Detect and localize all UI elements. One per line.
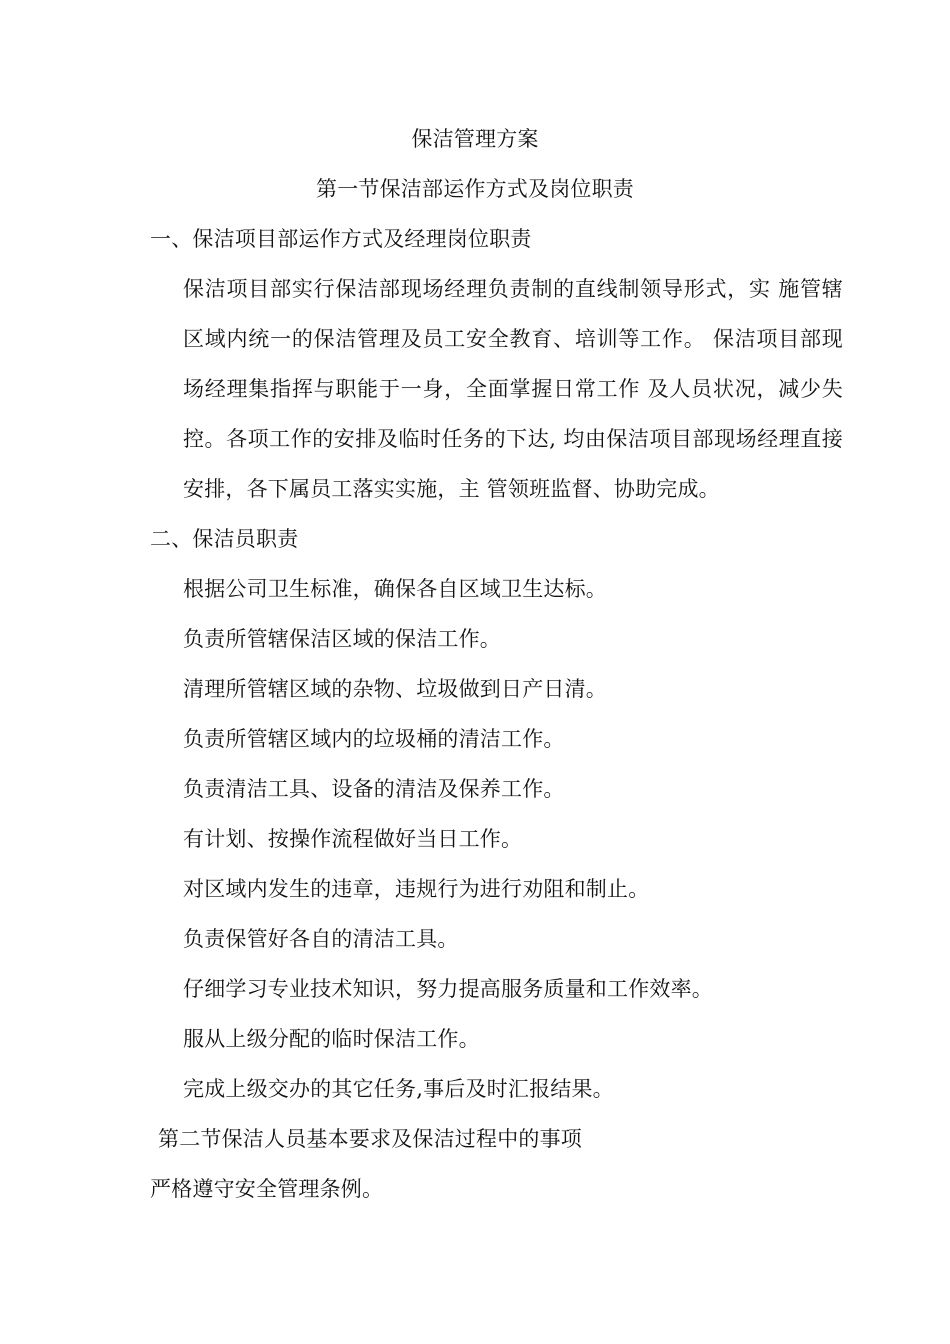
paragraph-1-line: 区域内统一的保洁管理及员工安全教育、培训等工作。 保洁项目部现 bbox=[183, 327, 843, 351]
paragraph-1-line: 安排，各下属员工落实实施，主 管领班监督、协助完成。 bbox=[183, 477, 720, 501]
duty-item: 仔细学习专业技术知识，努力提高服务质量和工作效率。 bbox=[183, 977, 713, 1001]
duty-item: 清理所管辖区域的杂物、垃圾做到日产日清。 bbox=[183, 677, 607, 701]
duty-item: 负责所管辖区域内的垃圾桶的清洁工作。 bbox=[183, 727, 565, 751]
duty-item: 负责保管好各自的清洁工具。 bbox=[183, 927, 459, 951]
duty-item: 有计划、按操作流程做好当日工作。 bbox=[183, 827, 523, 851]
body-text-line: 严格遵守安全管理条例。 bbox=[150, 1177, 384, 1201]
duty-item: 服从上级分配的临时保洁工作。 bbox=[183, 1027, 480, 1051]
paragraph-1-line: 保洁项目部实行保洁部现场经理负责制的直线制领导形式，实 施管辖 bbox=[183, 277, 843, 301]
duty-item: 完成上级交办的其它任务,事后及时汇报结果。 bbox=[183, 1077, 614, 1101]
duty-item: 负责清洁工具、设备的清洁及保养工作。 bbox=[183, 777, 565, 801]
section-2-title: 第二节保洁人员基本要求及保洁过程中的事项 bbox=[158, 1127, 582, 1151]
duty-item: 对区域内发生的违章，违规行为进行劝阻和制止。 bbox=[183, 877, 650, 901]
paragraph-1-line: 控。各项工作的安排及临时任务的下达, 均由保洁项目部现场经理直接 bbox=[183, 427, 843, 451]
duty-item: 负责所管辖保洁区域的保洁工作。 bbox=[183, 627, 501, 651]
duty-item: 根据公司卫生标准，确保各自区域卫生达标。 bbox=[183, 577, 607, 601]
document-title: 保洁管理方案 bbox=[411, 127, 539, 151]
heading-1: 一、保洁项目部运作方式及经理岗位职责 bbox=[150, 227, 532, 251]
section-1-title: 第一节保洁部运作方式及岗位职责 bbox=[316, 177, 634, 201]
paragraph-1-line: 场经理集指挥与职能于一身，全面掌握日常工作 及人员状况，减少失 bbox=[183, 377, 843, 401]
heading-2: 二、保洁员职责 bbox=[150, 527, 299, 551]
